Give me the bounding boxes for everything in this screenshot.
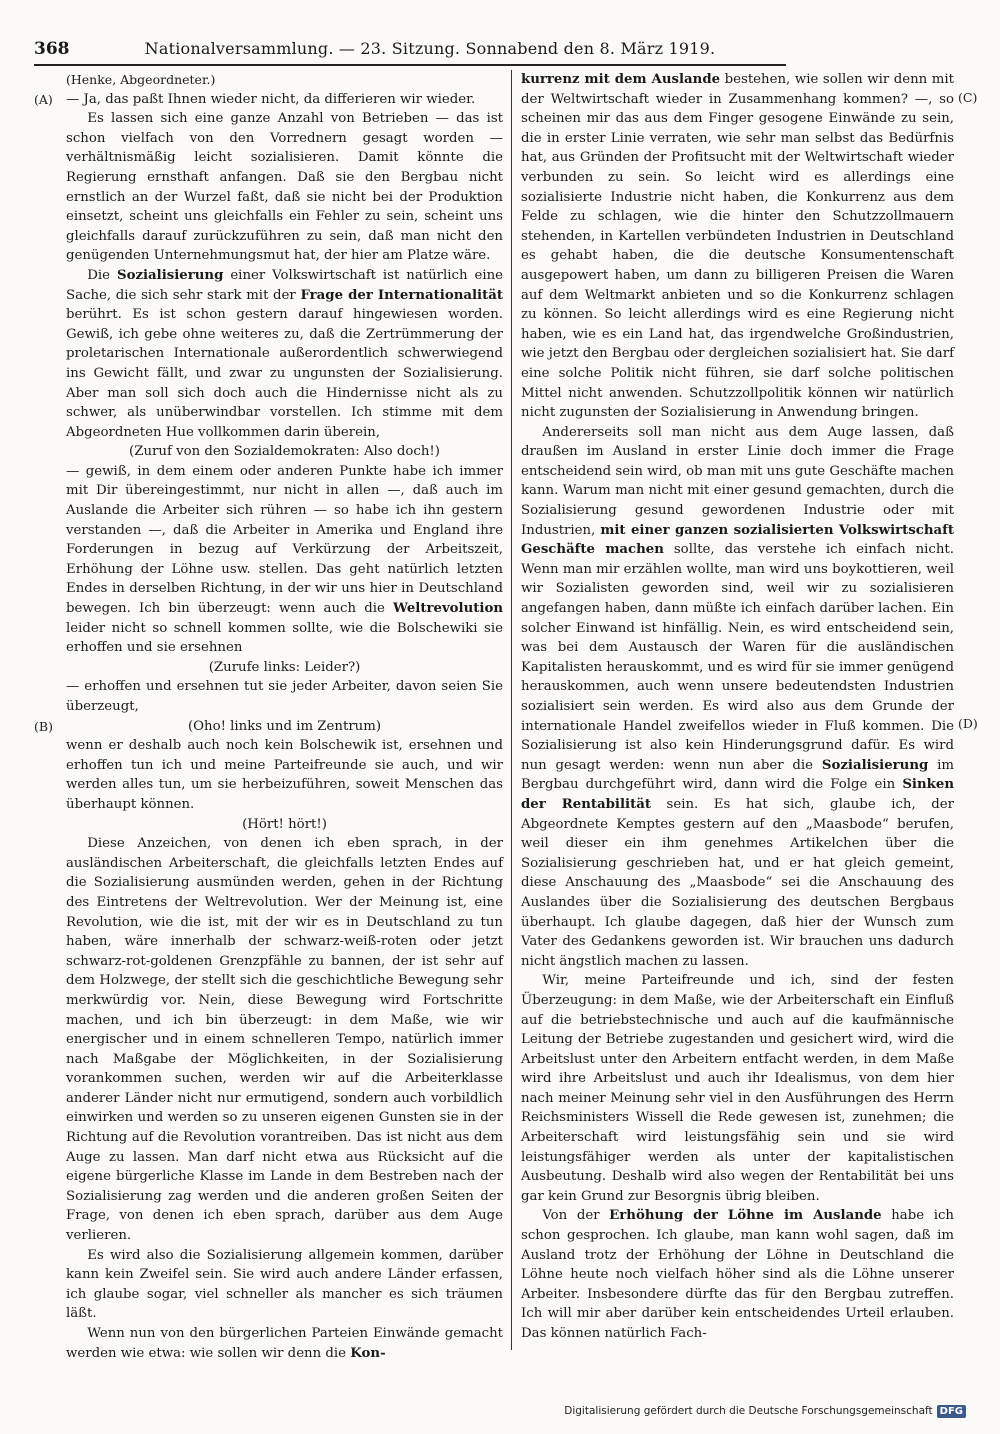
- dfg-logo: DFG: [937, 1405, 966, 1418]
- margin-marker-b: (B): [34, 719, 53, 734]
- page-number: 368: [34, 39, 70, 59]
- page-header: [34, 38, 786, 66]
- paragraph: Es wird also die Sozialisierung allgemein kommen, darüber kann kein Zweifel sein. Sie wird auch andere Länder erfassen, ich glaube sogar, viel schneller als mancher es sich träumen läßt.: [66, 1247, 503, 1322]
- credit-text: Digitalisierung gefördert durch die Deutsche Forschungsgemeinschaft: [564, 1405, 933, 1417]
- interjection: (Zuruf von den Sozialdemokraten: Also doch!): [129, 444, 440, 460]
- paragraph: — erhoffen und ersehnen tut sie jeder Arbeiter, davon seien Sie überzeugt,: [66, 679, 503, 714]
- paragraph: Diese Anzeichen, von denen ich eben sprach, in der ausländischen Arbeiterschaft, die gleichfalls letzten Endes auf die Sozialisierung ausmünden werden, gehen in der Richtung des Eintretens der Weltrevolution. Wer der Meinung ist, eine Revolution, wie die ist, mit der wir es in Deutschland zu tun haben, wäre innerhalb der schwarz-weiß-roten oder jetzt schwarz-rot-goldenen Grenzpfähle zu bannen, der ist sehr auf dem Holzwege, der stellt sich die geschichtliche Bewegung sehr merkwürdig vor. Nein, diese Bewegung wird Fortschritte machen, und ich bin überzeugt: in dem Maße, wie wir energischer und in einem schnelleren Tempo, natürlich immer nach Maßgabe der Möglichkeiten, in der Sozialisierung vorankommen suchen, werden wir auf die Arbeiterklasse anderer Länder nicht nur ermutigend, sondern auch vorbildlich einwirken und werden so zu unseren eigenen Gunsten sie in der Richtung auf die Revolution vorantreiben. Das ist nicht aus dem Auge zu lassen. Man darf nicht etwa aus Rücksicht auf die eigene bürgerliche Klasse im Lande in dem Bestreben nach der Sozialisierung zag werden und die anderen großen Seiten der Frage, von denen ich eben sprach, darüber aus dem Auge verlieren.: [66, 836, 503, 1244]
- margin-marker-d: (D): [958, 716, 978, 731]
- interjection: (Oho! links und im Zentrum): [187, 718, 382, 734]
- paragraph: kurrenz mit dem Auslande bestehen, wie sollen wir denn mit der Weltwirtschaft wieder in Zusammenhang kommen? —, so scheinen mir das aus dem Finger gesogene Einwände zu sein, die in erster Linie verraten, wie sehr man selbst das Bedürfnis hat, aus Gründen der Profitsucht mit der Weltwirtschaft wieder verbunden zu sein. So leicht wird es allerdings eine sozialisierte Industrie nicht haben, die Konkurrenz aus dem Felde zu schlagen, wie die hinter den Schutzzollmauern stehenden, in Kartellen verbündeten Industrien in Deutschland es gehabt haben, die die deutsche Konsumentenschaft ausgepowert haben, um dann zu billigeren Preisen die Waren auf dem Weltmarkt anbieten und so die Konkurrenz schlagen zu können. So leicht allerdings wird es eine Regierung nicht haben, wie es ein Land hat, das irgendwelche Großindustrien, wie jetzt den Bergbau oder dergleichen sozialisiert hat. Sie darf eine solche Politik nicht führen, sie darf solche politischen Mittel nicht anwenden. Schutzzollpolitik können wir natürlich nicht zugunsten der Sozialisierung in Anwendung bringen.: [521, 72, 954, 421]
- speaker-line: (Henke, Abgeordneter.): [66, 72, 216, 87]
- left-column: [66, 70, 503, 1363]
- right-column: [521, 70, 954, 1344]
- paragraph: Die Sozialisierung einer Volkswirtschaft ist natürlich eine Sache, die sich sehr stark mit der Frage der Internationalität berührt. Es ist schon gestern darauf hingewiesen worden. Gewiß, ich gebe ohne weiteres zu, daß die Zertrümmerung der proletarischen Internationale außerordentlich schwerwiegend ins Gewicht fällt, und zwar zu ungunsten der Sozialisierung. Aber man soll sich doch auch die Hindernisse nicht als zu schwer, als unüberwindbar vorstellen. Ich stimme mit dem Abgeordneten Hue vollkommen darin überein,: [66, 267, 504, 440]
- interjection: (Zurufe links: Leider?): [208, 659, 361, 675]
- paragraph: Von der Erhöhung der Löhne im Auslande habe ich schon gesprochen. Ich glaube, man kann wohl sagen, daß im Ausland trotz der Erhöhung der Löhne in Deutschland die Löhne heute noch vielfach höher sind als die Löhne unserer Arbeiter. Insbesondere dürfte das für den Bergbau zutreffen. Ich will mir aber darüber kein entscheidendes Urteil erlauben. Das können natürlich Fach-: [521, 1208, 954, 1341]
- paragraph: Es lassen sich eine ganze Anzahl von Betrieben — das ist schon vielfach von den Vorrednern gesagt worden — verhältnismäßig leicht sozialisieren. Damit könnte die Regierung ernsthaft anfangen. Daß sie den Bergbau nicht ernstlich an der Wurzel faßt, daß sie nicht bei der Produktion einsetzt, scheint uns gleichfalls ein Fehler zu sein, scheint uns gleichfalls darauf zurückzuführen zu sein, daß man nicht den genügenden Unternehmungsmut hat, der hier am Platze wäre.: [66, 111, 503, 264]
- paragraph: — gewiß, in dem einem oder anderen Punkte habe ich immer mit Dir übereingestimmt, nur nicht in allen —, daß auch im Auslande die Arbeiter sich rühren — so habe ich ihn gestern verstanden —, daß die Arbeiter in Amerika und England ihre Forderungen in bezug auf Verkürzung der Arbeitszeit, Erhöhung der Löhne usw. stellen. Das geht natürlich letzten Endes in derselben Richtung, in der wir uns hier in Deutschland bewegen. Ich bin überzeugt: wenn auch die Weltrevolution leider nicht so schnell kommen sollte, wie die Bolschewiki sie erhoffen und sie ersehnen: [66, 463, 503, 656]
- paragraph: — Ja, das paßt Ihnen wieder nicht, da differieren wir wieder.: [66, 91, 476, 107]
- running-title: Nationalversammlung. — 23. Sitzung. Sonnabend den 8. März 1919.: [144, 39, 716, 58]
- paragraph: wenn er deshalb auch noch kein Bolschewik ist, ersehnen und erhoffen tun ich und meine Parteifreunde sie auch, und wir werden alles tun, um sie herbeizuführen, soweit Menschen das überhaupt können.: [66, 738, 503, 812]
- paragraph: Wenn nun von den bürgerlichen Parteien Einwände gemacht werden wie etwa: wie sollen wir denn die Kon-: [66, 1326, 503, 1361]
- column-divider: [511, 70, 512, 1350]
- digitization-credit: [564, 1400, 966, 1422]
- paragraph: Wir, meine Parteifreunde und ich, sind der festen Überzeugung: in dem Maße, wie der Arbeiterschaft ein Einfluß auf die betriebstechnische und auch auf die kaufmännische Leitung der Betriebe zugestanden und gesichert wird, wird die Arbeitslust unter den Arbeitern entfacht werden, in dem Maße wird ihre Arbeitslust und auch ihr Idealismus, von dem hier nach meiner Meinung sehr viel in den Ausführungen des Herrn Reichsministers Wissell die Rede gewesen ist, zunehmen; die Arbeiterschaft wird leistungsfähig sein und sie wird leistungsfähiger werden als unter der kapitalistischen Ausbeutung. Deshalb wird also wegen der Rentabilität bei uns gar kein Grund zur Besorgnis übrig bleiben.: [521, 973, 954, 1204]
- paragraph: Andererseits soll man nicht aus dem Auge lassen, daß draußen im Ausland in erster Linie doch immer die Frage entscheidend sein wird, ob man mit uns gute Geschäfte machen kann. Warum man nicht mit einer gesund gemachten, durch die Sozialisierung gesund gewordenen Industrie oder mit Industrien, mit einer ganzen sozialisierten Volkswirtschaft Geschäfte machen sollte, das verstehe ich einfach nicht. Wenn man mir erzählen wollte, man wird uns boykottieren, weil wir Sozialisten geworden sind, weil wir zu sozialisieren angefangen haben, dann müßte ich einfach darüber lachen. Ein solcher Einwand ist hinfällig. Nein, es wird entscheidend sein, was bei dem Austausch der Waren für die ausländischen Kapitalisten herauskommt, und es wird für sie immer genügend herauskommen, auch wenn unsere bedeutendsten Industrien sozialisiert sein werden. Es wird also aus dem Grunde der internationale Handel zweifellos wieder in Fluß kommen. Die Sozialisierung ist also kein Hinderungsgrund dafür. Es wird nun gesagt werden: wenn nun aber die Sozialisierung im Bergbau durchgeführt wird, dann wird die Folge ein Sinken der Rentabilität sein. Es hat sich, glaube ich, der Abgeordnete Kemptes gestern auf den „Maasbode“ berufen, weil dieser ein ihm genehmes Artikelchen über die Sozialisierung geschrieben hat, und er hat gleich gemeint, diese Anschauung des „Maasbode“ sei die Anschauung des Auslandes über die Sozialisierung des deutschen Bergbaus überhaupt. Ich glaube dagegen, daß hier der Wunsch zum Vater des Gedankens geworden ist. Wir brauchen uns dadurch nicht ängstlich machen zu lassen.: [521, 424, 955, 969]
- margin-marker-c: (C): [958, 90, 978, 105]
- margin-marker-a: (A): [34, 92, 53, 107]
- interjection: (Hört! hört!): [242, 816, 327, 832]
